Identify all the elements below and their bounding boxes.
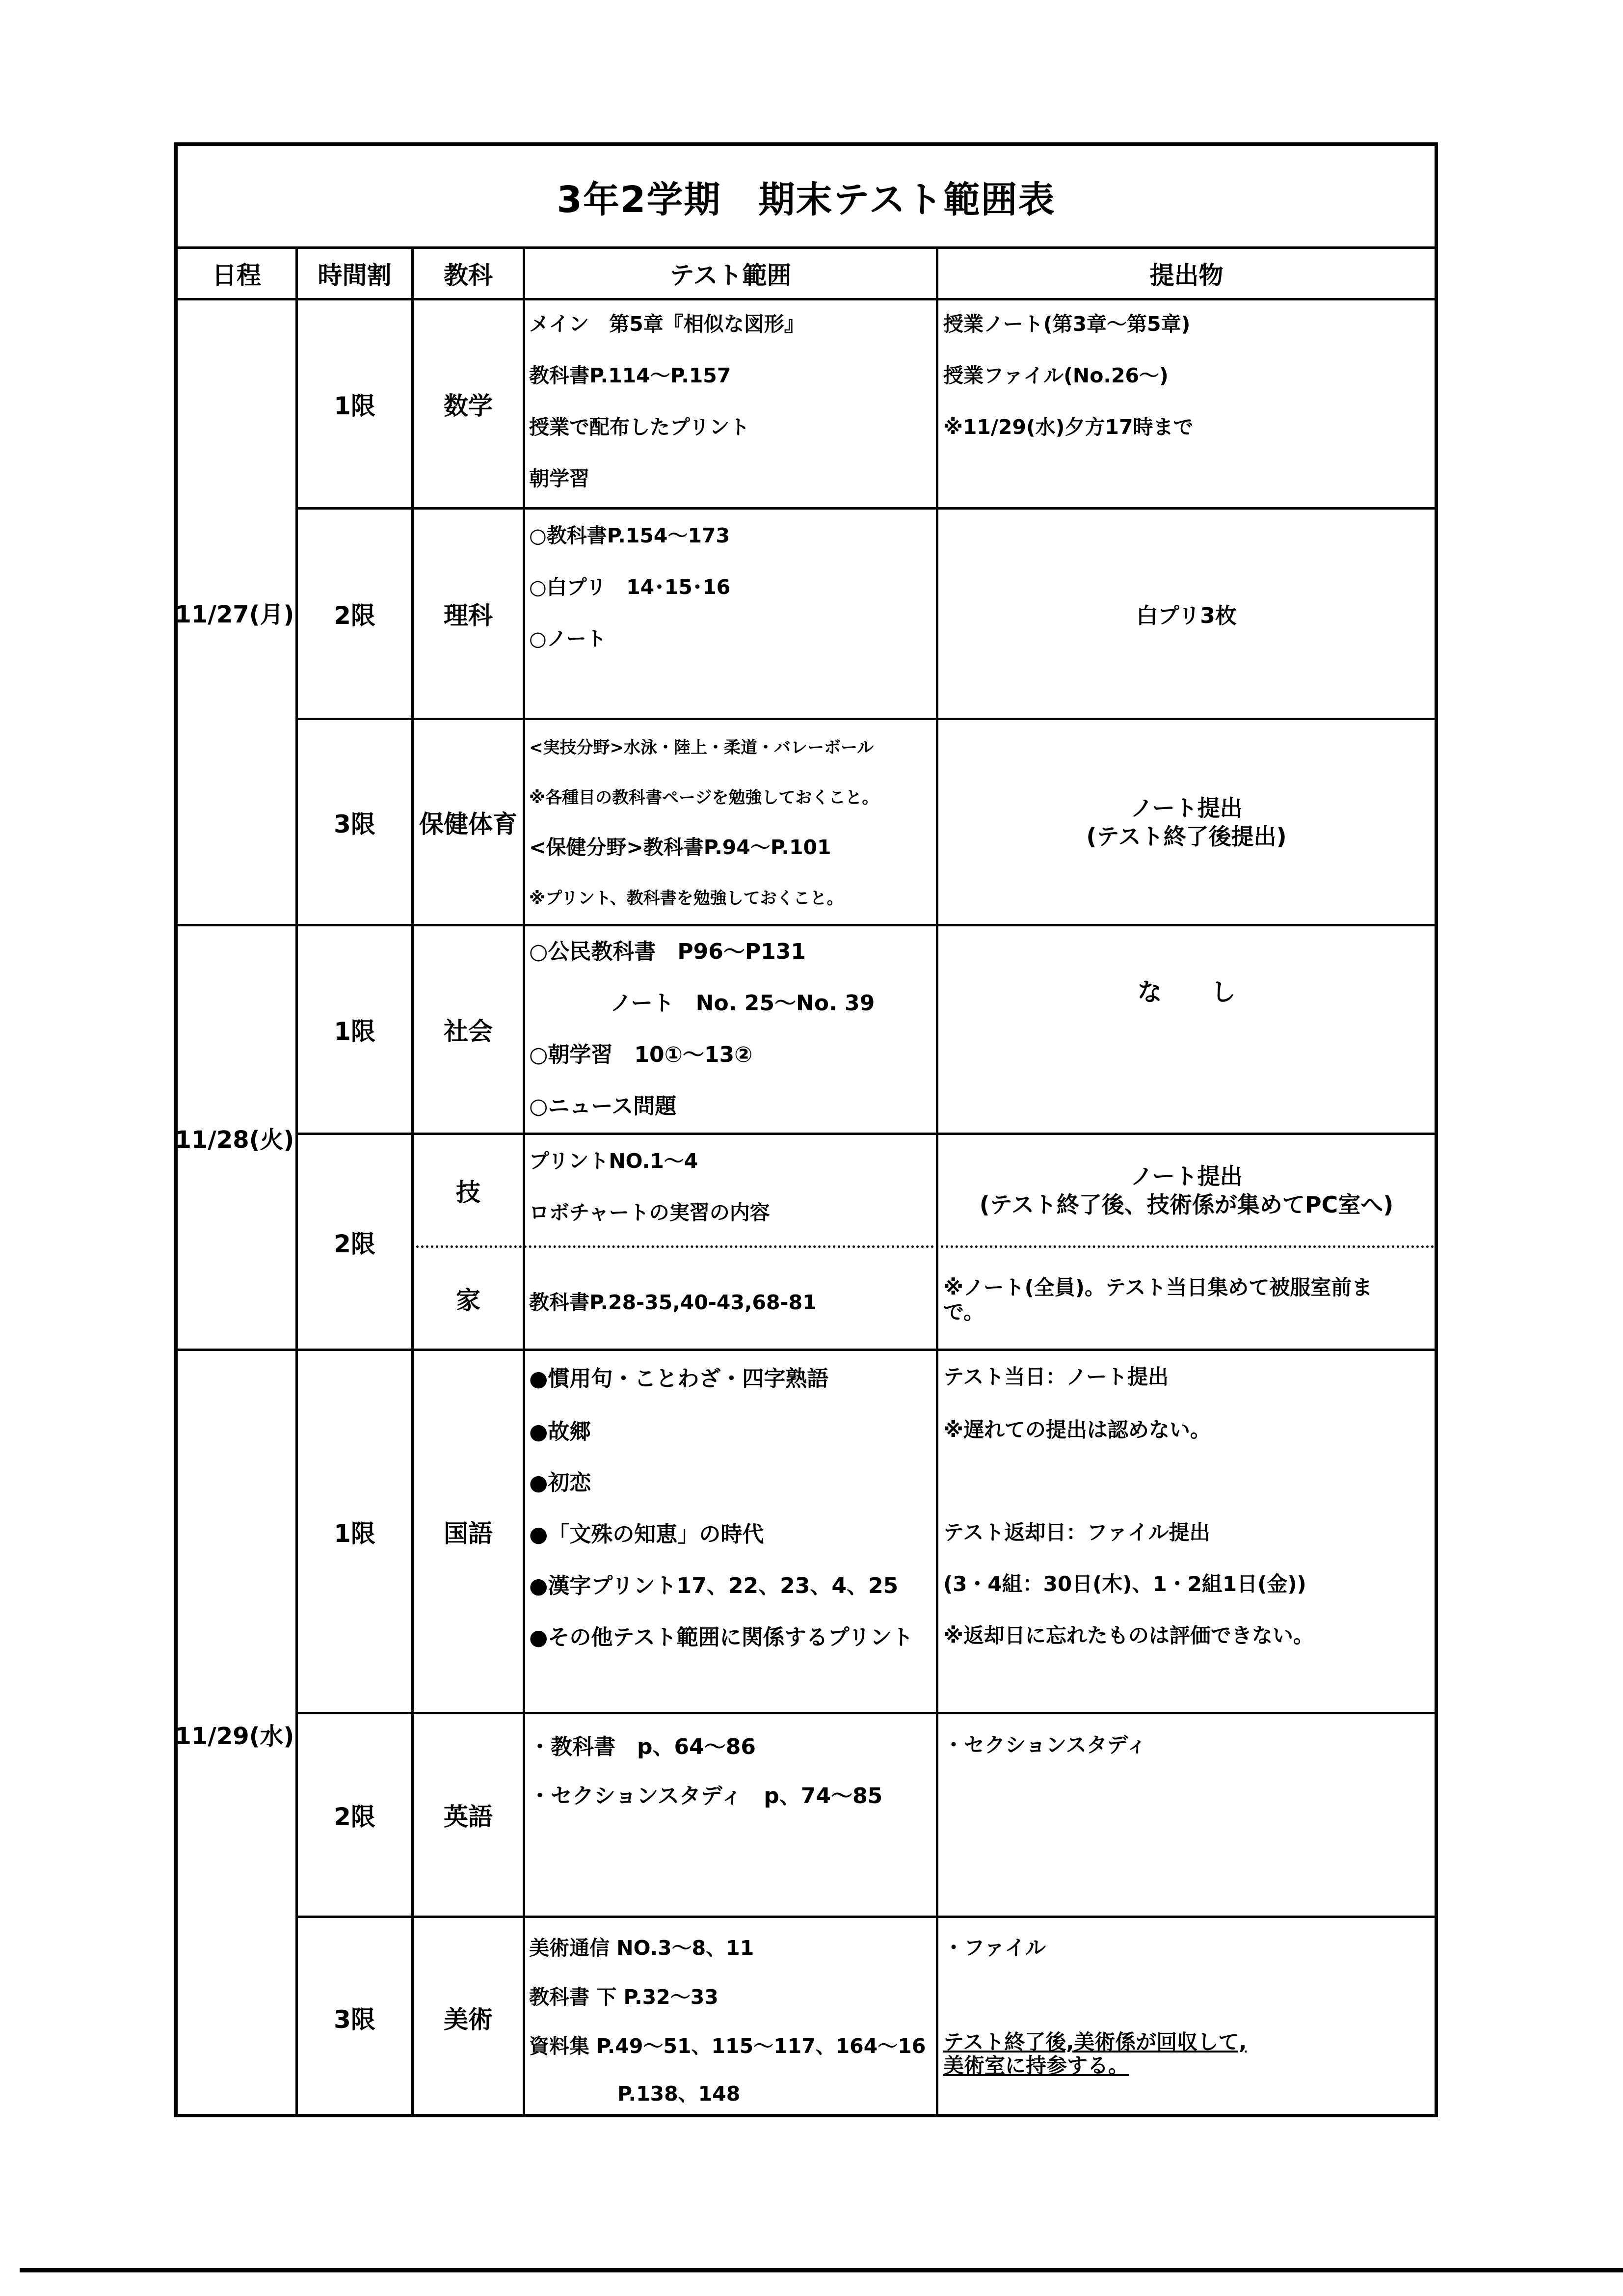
range-line: 教科書P.114～P.157 [529, 364, 731, 387]
header-date: 日程 [212, 261, 261, 290]
range-line: ・教科書 p、64～86 [529, 1734, 756, 1759]
header-range: テスト範囲 [669, 261, 792, 290]
range-line: 教科書 下 P.32～33 [529, 1985, 718, 2009]
subject-cell: 数学 [444, 391, 493, 420]
submission-cell [943, 1248, 1435, 1349]
submission-cell [943, 300, 1435, 507]
submission-line: 美術室に持参する。 [943, 2053, 1129, 2078]
subject-cell: 英語 [444, 1803, 493, 1831]
range-line: <実技分野>水泳・陸上・柔道・バレーボール [529, 738, 874, 757]
range-cell [529, 1248, 936, 1349]
submission-line: ノート提出 [1130, 1162, 1243, 1189]
header-submission: 提出物 [1149, 261, 1224, 290]
submission-cell [943, 1351, 1435, 1712]
range-line: ○公民教科書 P96～P131 [529, 939, 806, 964]
subject-cell: 保健体育 [419, 810, 517, 838]
submission-line: テスト返却日：ファイル提出 [943, 1520, 1210, 1544]
subject-cell: 国語 [444, 1519, 493, 1548]
range-line: ●漢字プリント17、22、23、4、25 [529, 1573, 899, 1598]
period-cell: 1限 [334, 1017, 375, 1046]
submission-line: (テスト終了後提出) [1086, 823, 1287, 850]
submission-line: (テスト終了後、技術係が集めてPC室へ) [979, 1191, 1394, 1218]
range-cell [529, 1351, 936, 1712]
page-bottom-rule [20, 2268, 1623, 2272]
range-cell [529, 926, 936, 1133]
date-cell: 11/29(水) [175, 1723, 294, 1750]
submission-cell [943, 1714, 1435, 1916]
submission-line: ・セクションスタディ [943, 1733, 1147, 1757]
period-cell: 1限 [334, 391, 375, 420]
range-line: 教科書P.28-35,40-43,68-81 [529, 1291, 817, 1314]
range-line: P.138、148 [617, 2082, 741, 2106]
subject-cell: 家 [456, 1286, 480, 1315]
submission-line: ・ファイル [943, 1936, 1046, 1960]
range-line: ロボチャートの実習の内容 [529, 1201, 770, 1224]
range-line: ○ニュース問題 [529, 1094, 677, 1119]
subject-cell: 美術 [444, 2005, 493, 2034]
header-subject: 教科 [444, 261, 493, 290]
range-cell [529, 510, 936, 718]
period-cell: 2限 [334, 601, 375, 630]
range-cell [529, 1714, 936, 1916]
submission-cell [938, 720, 1435, 924]
range-line: プリントNO.1～4 [529, 1149, 698, 1173]
subject-cell: 理科 [444, 601, 493, 630]
subject-cell: 技 [456, 1178, 480, 1207]
range-line: ○朝学習 10①～13② [529, 1042, 753, 1067]
range-cell [529, 1918, 936, 2117]
range-line: ●「文殊の知恵」の時代 [529, 1522, 764, 1547]
submission-cell: な し [1137, 978, 1236, 1006]
range-line: ノート No. 25～No. 39 [610, 991, 875, 1016]
date-cell: 11/27(月) [175, 600, 294, 628]
submission-cell [943, 1918, 1435, 2117]
range-cell [529, 720, 936, 924]
submission-line: ノート提出 [1130, 794, 1243, 821]
range-cell [529, 1135, 936, 1245]
period-cell: 1限 [334, 1519, 375, 1548]
date-cell: 11/28(火) [175, 1126, 294, 1154]
submission-line: テスト終了後,美術係が回収して, [943, 2030, 1247, 2054]
submission-line: 授業ノート(第3章～第5章) [943, 312, 1191, 336]
range-line: ※各種目の教科書ページを勉強しておくこと。 [529, 788, 879, 808]
submission-line: で。 [943, 1300, 984, 1324]
period-cell: 3限 [334, 2005, 375, 2034]
range-cell [529, 300, 936, 507]
submission-line: ※返却日に忘れたものは評価できない。 [943, 1623, 1314, 1648]
subject-cell: 社会 [444, 1017, 493, 1046]
range-line: ○教科書P.154～173 [529, 524, 730, 547]
range-line: ●慣用句・ことわざ・四字熟語 [529, 1366, 829, 1391]
range-line: 美術通信 NO.3～8、11 [529, 1936, 754, 1960]
range-line: ○白プリ 14･15･16 [529, 575, 731, 599]
range-line: メイン 第5章『相似な図形』 [529, 312, 804, 336]
period-cell: 3限 [334, 810, 375, 838]
submission-line: ※遅れての提出は認めない。 [943, 1418, 1211, 1442]
header-period: 時間割 [318, 261, 392, 290]
range-line: 資料集 P.49～51、115～117、164～16 [529, 2034, 926, 2058]
submission-cell: 白プリ3枚 [1136, 603, 1237, 628]
submission-line: テスト当日：ノート提出 [943, 1365, 1169, 1389]
range-line: 授業で配布したプリント [529, 415, 750, 439]
submission-cell [938, 1135, 1435, 1245]
submission-line: 授業ファイル(No.26～) [943, 364, 1169, 387]
range-line: ●初恋 [529, 1470, 591, 1495]
submission-line: ※ノート(全員)。テスト当日集めて被服室前ま [943, 1275, 1373, 1299]
range-line: ・セクションスタディ p、74～85 [529, 1783, 883, 1809]
test-range-table [174, 142, 1438, 2117]
period-cell: 2限 [334, 1229, 375, 1258]
rule [523, 246, 525, 2117]
submission-line: ※11/29(水)夕方17時まで [943, 415, 1194, 439]
page-title: 3年2学期 期末テスト範囲表 [557, 178, 1056, 221]
range-line: ●その他テスト範囲に関係するプリント [529, 1625, 913, 1650]
range-line: ※プリント、教科書を勉強しておくこと。 [529, 889, 844, 908]
range-line: <保健分野>教科書P.94～P.101 [529, 836, 831, 859]
submission-line: (3・4組：30日(木)、1・2組1日(金)) [943, 1572, 1306, 1596]
range-line: 朝学習 [529, 467, 589, 490]
range-line: ●故郷 [529, 1419, 591, 1444]
period-cell: 2限 [334, 1803, 375, 1831]
range-line: ○ノート [529, 627, 607, 650]
